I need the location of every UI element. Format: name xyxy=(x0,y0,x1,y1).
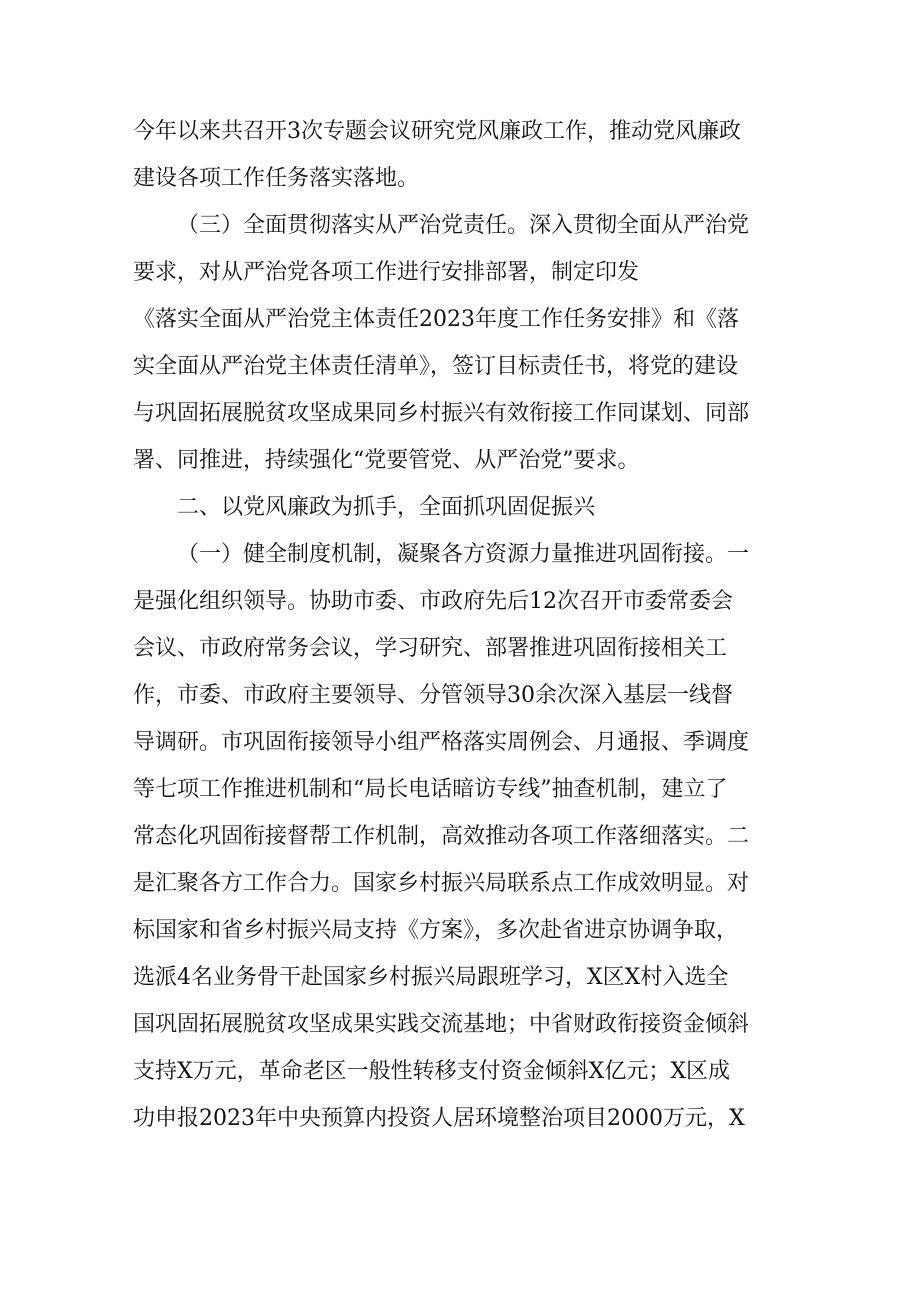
text-line: 与巩固拓展脱贫攻坚成果同乡村振兴有效衔接工作同谋划、同部 xyxy=(133,401,750,426)
text-line: 常态化巩固衔接督帮工作机制，高效推动各项工作落细落实。二 xyxy=(133,824,750,849)
text-line: 是汇聚各方工作合力。国家乡村振兴局联系点工作成效明显。对 xyxy=(133,871,750,896)
subsection-heading-paragraph: （一）健全制度机制，凝聚各方资源力量推进巩固衔接。一 xyxy=(177,542,750,567)
text-line: 《落实全面从严治党主体责任2023年度工作任务安排》和《落 xyxy=(133,307,739,332)
text-line: 实全面从严治党主体责任清单》，签订目标责任书，将党的建设 xyxy=(133,354,739,379)
text-line: 标国家和省乡村振兴局支持《方案》，多次赴省进京协调争取， xyxy=(133,918,739,943)
text-line: 今年以来共召开3次专题会议研究党风廉政工作，推动党风廉政 xyxy=(133,119,741,144)
text-line: 作，市委、市政府主要领导、分管领导30余次深入基层一线督 xyxy=(133,683,733,708)
text-line: 署、同推进，持续强化“党要管党、从严治党”要求。 xyxy=(133,448,640,473)
text-line: 选派4名业务骨干赴国家乡村振兴局跟班学习，X区X村入选全 xyxy=(133,965,729,990)
text-line: 等七项工作推进机制和“局长电话暗访专线”抽查机制，建立了 xyxy=(133,777,728,802)
document-body xyxy=(133,108,793,1142)
text-line: 是强化组织领导。协助市委、市政府先后12次召开市委常委会 xyxy=(133,589,733,614)
section-heading-paragraph: （三）全面贯彻落实从严治党责任。深入贯彻全面从严治党 xyxy=(177,213,750,238)
section-heading: 二、以党风廉政为抓手，全面抓巩固促振兴 xyxy=(177,495,596,520)
text-line: 要求，对从严治党各项工作进行安排部署，制定印发 xyxy=(133,260,640,285)
text-line: 建设各项工作任务落实落地。 xyxy=(133,166,420,191)
text-line: 国巩固拓展脱贫攻坚成果实践交流基地；中省财政衔接资金倾斜 xyxy=(133,1012,750,1037)
text-line: 导调研。市巩固衔接领导小组严格落实周例会、月通报、季调度 xyxy=(133,730,750,755)
text-line: 支持X万元，革命老区一般性转移支付资金倾斜X亿元；X区成 xyxy=(133,1059,730,1084)
text-line: 会议、市政府常务会议，学习研究、部署推进巩固衔接相关工 xyxy=(133,636,728,661)
text-line: 功申报2023年中央预算内投资人居环境整治项目2000万元，X xyxy=(133,1106,745,1131)
